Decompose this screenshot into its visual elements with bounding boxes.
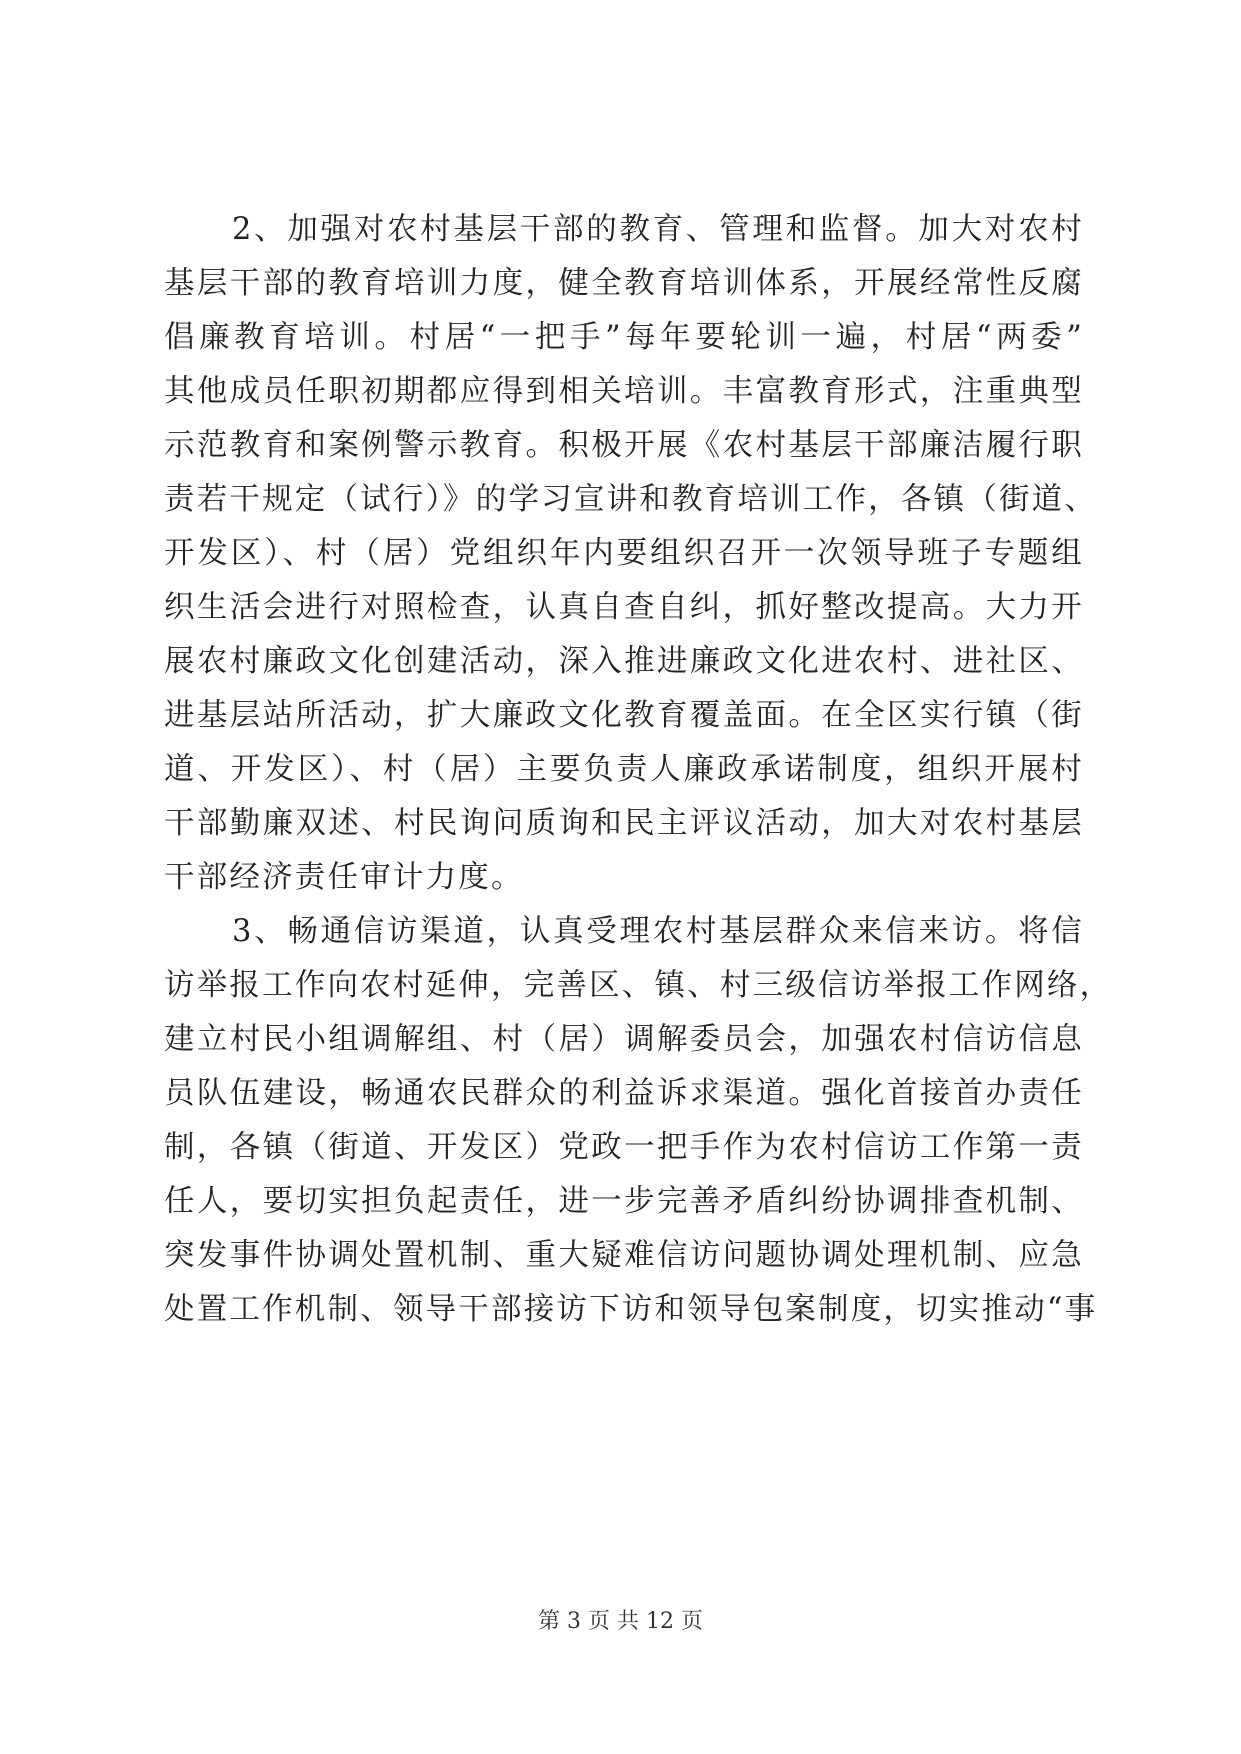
text-line-3: 倡廉教育培训。村居“一把手”每年要轮训一遍，村居“两委” (164, 320, 1084, 355)
text-line-4: 其他成员任职初期都应得到相关培训。丰富教育形式，注重典型 (164, 374, 1084, 409)
text-line-9: 展农村廉政文化创建活动，深入推进廉政文化进农村、进社区、 (164, 644, 1084, 679)
text-line-10: 进基层站所活动，扩大廉政文化教育覆盖面。在全区实行镇（街 (164, 698, 1084, 733)
text-line-15: 访举报工作向农村延伸，完善区、镇、村三级信访举报工作网络， (164, 968, 1113, 1003)
text-line-12: 干部勤廉双述、村民询问质询和民主评议活动，加大对农村基层 (164, 806, 1084, 841)
text-line-11: 道、开发区）、村（居）主要负责人廉政承诺制度，组织开展村 (164, 752, 1084, 787)
text-line-2: 基层干部的教育培训力度，健全教育培训体系，开展经常性反腐 (164, 266, 1084, 301)
text-line-21: 处置工作机制、领导干部接访下访和领导包案制度，切实推动“事 (164, 1292, 1098, 1327)
text-line-13: 干部经济责任审计力度。 (164, 860, 524, 895)
text-line-16: 建立村民小组调解组、村（居）调解委员会，加强农村信访信息 (164, 1022, 1084, 1057)
text-line-18: 制，各镇（街道、开发区）党政一把手作为农村信访工作第一责 (164, 1130, 1084, 1165)
text-line-14: 3、畅通信访渠道，认真受理农村基层群众来信来访。将信 (232, 914, 1084, 949)
text-line-8: 织生活会进行对照检查，认真自查自纠，抓好整改提高。大力开 (164, 590, 1084, 625)
text-line-19: 任人，要切实担负起责任，进一步完善矛盾纠纷协调排查机制、 (164, 1184, 1084, 1219)
text-line-5: 示范教育和案例警示教育。积极开展《农村基层干部廉洁履行职 (164, 428, 1084, 463)
text-line-6: 责若干规定（试行）》的学习宣讲和教育培训工作，各镇（街道、 (164, 482, 1098, 517)
text-line-1: 2、加强对农村基层干部的教育、管理和监督。加大对农村 (232, 212, 1084, 247)
text-line-7: 开发区）、村（居）党组织年内要组织召开一次领导班子专题组 (164, 536, 1084, 571)
text-line-20: 突发事件协调处置机制、重大疑难信访问题协调处理机制、应急 (164, 1238, 1084, 1273)
text-line-17: 员队伍建设，畅通农民群众的利益诉求渠道。强化首接首办责任 (164, 1076, 1084, 1111)
page-number-footer: 第 3 页 共 12 页 (538, 1609, 703, 1634)
